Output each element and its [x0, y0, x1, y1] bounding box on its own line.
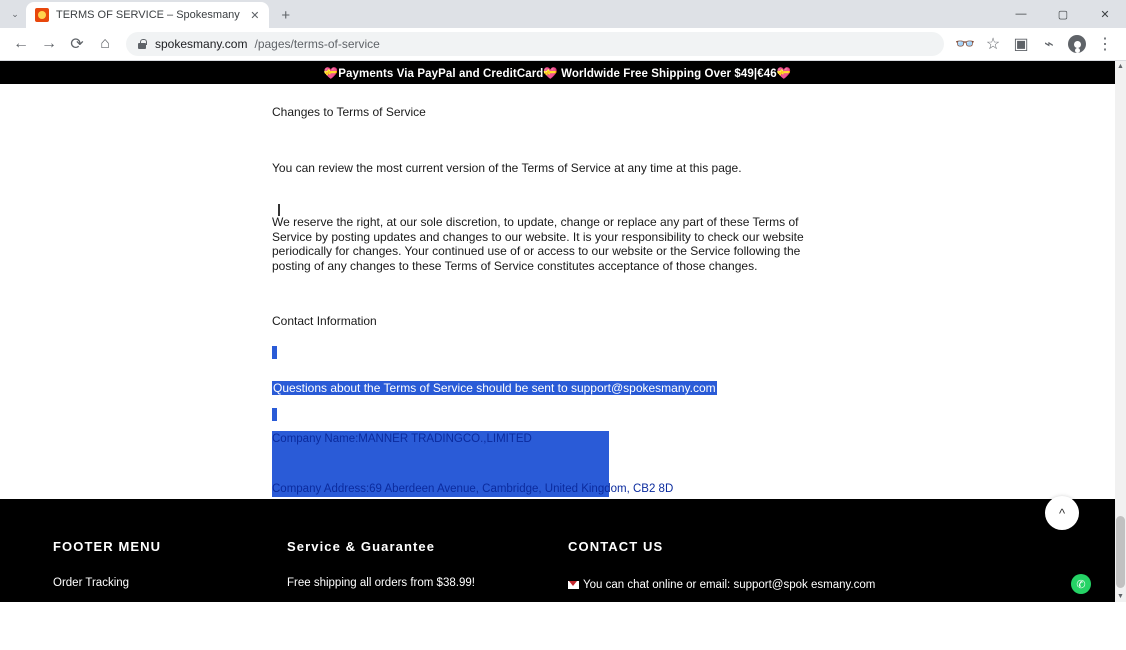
address-bar[interactable]	[126, 32, 944, 56]
paragraph-review: You can review the most current version of the Terms of Service at any time at this page.	[272, 161, 742, 175]
footer-link-faq[interactable]: FAQ	[53, 603, 77, 615]
footer-contact-value: You can chat online or email: support@spok esmany.com	[583, 579, 876, 591]
tab-search-icon[interactable]: ⌄	[11, 8, 19, 19]
menu-icon[interactable]: ⋮	[1097, 36, 1113, 53]
footer-service-heading: Service & Guarantee	[287, 539, 436, 554]
new-tab-button[interactable]: +	[281, 6, 291, 24]
close-window-button[interactable]: ✕	[1100, 8, 1110, 21]
footer-column-menu	[53, 539, 161, 629]
footer-contact-heading: CONTACT US	[568, 539, 664, 554]
minimize-button[interactable]: —	[1015, 8, 1027, 20]
maximize-button[interactable]: ▢	[1057, 8, 1069, 21]
tab-title: TERMS OF SERVICE – Spokesmany	[56, 9, 240, 21]
extensions-icon[interactable]: ▣	[1013, 36, 1029, 53]
page-scrollbar[interactable]	[1115, 61, 1126, 602]
heading-contact-information: Contact Information	[272, 314, 377, 328]
bookmark-star-icon[interactable]: ☆	[985, 36, 1001, 53]
omnibox-path: /pages/terms-of-service	[254, 37, 380, 51]
forward-icon[interactable]: →	[41, 35, 57, 52]
profile-badge-icon[interactable]: ⌁	[1044, 36, 1054, 53]
avatar[interactable]	[1064, 31, 1090, 57]
site-footer	[0, 499, 1115, 650]
selection-caret-mid	[272, 408, 277, 421]
reload-icon[interactable]: ⟳	[70, 36, 84, 53]
whatsapp-chat-icon[interactable]: ✆	[1071, 574, 1091, 594]
browser-toolbar	[0, 28, 1126, 61]
glasses-icon[interactable]: 👓	[955, 36, 975, 53]
tab-strip	[0, 0, 1126, 28]
tab-close-icon[interactable]: ✕	[250, 9, 260, 22]
scroll-up-arrow-icon[interactable]: ▲	[1117, 63, 1124, 70]
back-icon[interactable]: ←	[13, 35, 29, 52]
scrollbar-thumb[interactable]	[1116, 516, 1125, 588]
announcement-bar: 💝Payments Via PayPal and CreditCard💝 Worldwide Free Shipping Over $49|€46💝	[0, 61, 1115, 84]
paragraph-questions: Questions about the Terms of Service should be sent to support@spokesmany.com	[273, 381, 716, 395]
selection-caret-top	[272, 346, 277, 359]
window-controls	[1000, 0, 1126, 28]
heading-changes: Changes to Terms of Service	[272, 105, 426, 119]
paragraph-reserve-right: We reserve the right, at our sole discretion, to update, change or replace any part of these Terms of Service by posting updates and changes to our website. It is your responsibility to check our website periodically for changes. Your continued use of or access to our website or the Service following the posting of any changes to these Terms of Service constitutes acceptance of those changes.	[272, 215, 804, 273]
selected-company-block	[272, 431, 674, 497]
favicon-icon	[35, 8, 49, 22]
footer-menu-heading: FOOTER MENU	[53, 539, 162, 554]
footer-column-contact	[568, 539, 875, 593]
footer-contact-text	[568, 577, 875, 593]
footer-column-service	[287, 539, 475, 603]
scroll-down-arrow-icon[interactable]: ▼	[1117, 593, 1124, 600]
footer-link-free-shipping[interactable]: Free shipping all orders from $38.99!	[287, 577, 475, 589]
omnibox-domain: spokesmany.com	[155, 37, 248, 51]
page-viewport	[0, 61, 1126, 650]
company-name: Company Name:MANNER TRADINGCO.,LIMITED	[272, 433, 532, 445]
lock-icon	[136, 38, 148, 50]
page-content	[0, 61, 1115, 650]
company-address: Company Address:69 Aberdeen Avenue, Cambridge, United Kingdom, CB2 8D	[272, 483, 674, 495]
mail-icon	[568, 581, 579, 589]
footer-link-order-tracking[interactable]: Order Tracking	[53, 577, 130, 589]
home-icon[interactable]: ⌂	[100, 35, 110, 52]
tab-terms-of-service[interactable]	[26, 2, 269, 28]
footer-brand-logo: SPOKESMANY	[782, 614, 1047, 650]
scroll-to-top-button[interactable]: ^	[1045, 496, 1079, 530]
terms-content	[0, 84, 1115, 497]
